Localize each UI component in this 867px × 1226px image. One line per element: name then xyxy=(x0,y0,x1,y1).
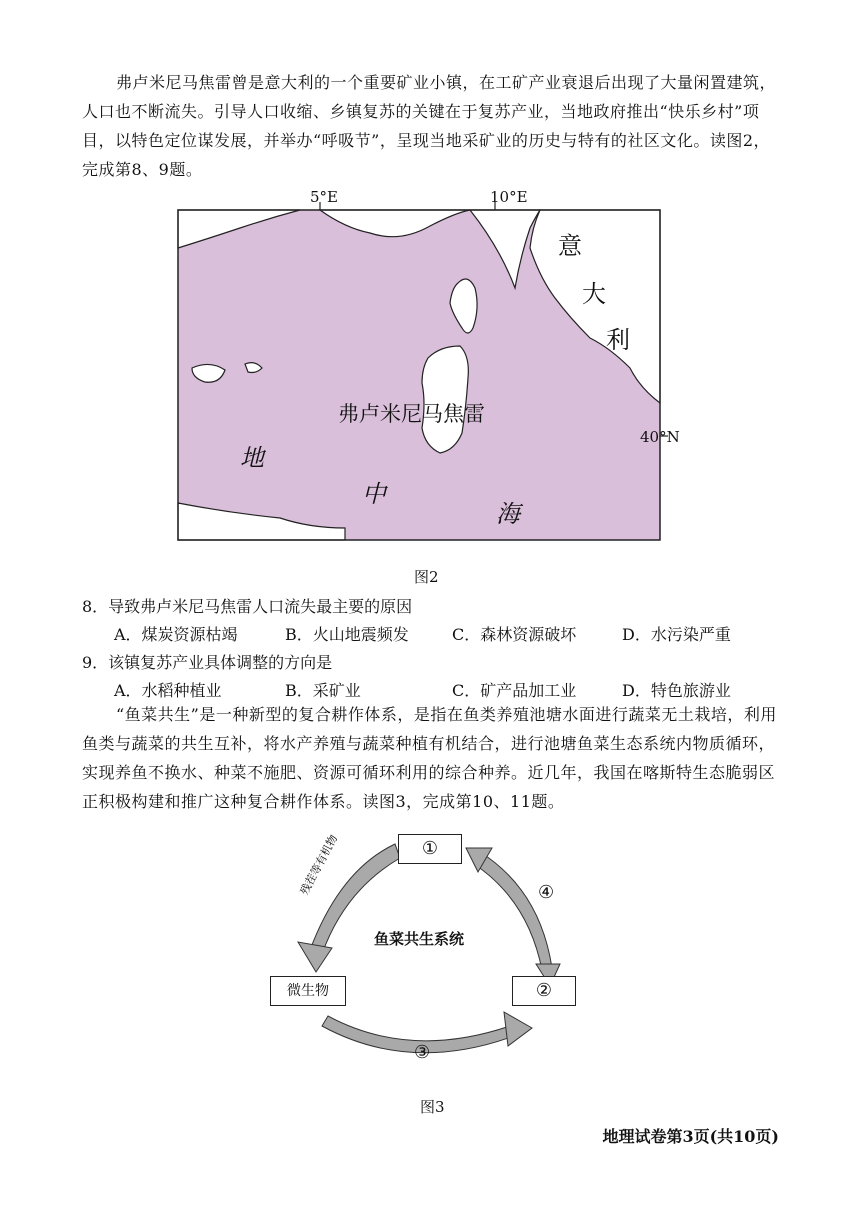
sea-label-3: 海 xyxy=(496,500,520,528)
q9-option-b: B．采矿业 xyxy=(285,681,361,700)
town-label: 弗卢米尼马焦雷 xyxy=(338,402,485,426)
q8-option-b: B．火山地震频发 xyxy=(285,625,409,644)
intro-paragraph-2: “鱼菜共生”是一种新型的复合耕作体系，是指在鱼类养殖池塘水面进行蔬菜无土栽培，利用鱼类与蔬菜的共生互补，将水产养殖与蔬菜种植有机结合，进行池塘鱼菜生态系统内物质循环，实现养鱼不换水、种菜不施肥、资源可循环利用的综合种养。近几年，我国在喀斯特生态脆弱区正积极构建和推广这种复合耕作体系。读图3，完成第10、11题。 xyxy=(82,705,777,811)
arrow-right-body xyxy=(474,852,555,970)
box-2-label: ② xyxy=(535,980,553,1001)
arrow-4-label: ④ xyxy=(538,882,555,903)
question-8-stem: 8．导致弗卢米尼马焦雷人口流失最主要的原因 xyxy=(82,597,413,616)
box-1-label: ① xyxy=(421,838,439,859)
lat-40n-label: 40°N xyxy=(640,428,680,446)
lon-5e-label: 5°E xyxy=(310,188,338,206)
italy-label-2: 大 xyxy=(582,280,606,308)
italy-label-3: 利 xyxy=(606,326,630,354)
microbe-label: 微生物 xyxy=(287,983,329,999)
map-svg xyxy=(170,188,670,548)
arrow-left-head xyxy=(298,942,332,972)
sea-label-1: 地 xyxy=(240,444,264,472)
map-figure xyxy=(170,188,680,548)
cycle-diagram xyxy=(260,830,600,1090)
box-1 xyxy=(398,834,462,864)
center-label: 鱼菜共生系统 xyxy=(374,930,465,948)
microbe-box xyxy=(270,976,346,1006)
box-2 xyxy=(512,976,576,1006)
q9-option-c: C．矿产品加工业 xyxy=(452,681,577,700)
intro-paragraph-1: 弗卢米尼马焦雷曾是意大利的一个重要矿业小镇，在工矿产业衰退后出现了大量闲置建筑，人口也不断流失。引导人口收缩、乡镇复苏的关键在于复苏产业，当地政府推出“快乐乡村”项目，以特色定位谋发展，并举办“呼吸节”，呈现当地采矿业的历史与特有的社区文化。读图2，完成第8、9题。 xyxy=(82,73,777,179)
arrow-3-label: ③ xyxy=(414,1042,431,1063)
figure-3-caption: 图3 xyxy=(420,1098,445,1116)
q8-option-c: C．森林资源破坏 xyxy=(452,625,577,644)
page-footer: 地理试卷第3页(共10页) xyxy=(602,1127,779,1146)
q8-option-a: A．煤炭资源枯竭 xyxy=(114,625,238,644)
q9-option-d: D．特色旅游业 xyxy=(622,681,731,700)
q8-option-d: D．水污染严重 xyxy=(622,625,731,644)
figure-2-caption: 图2 xyxy=(414,568,439,586)
q9-option-a: A．水稻种植业 xyxy=(114,681,222,700)
question-9-stem: 9．该镇复苏产业具体调整的方向是 xyxy=(82,653,333,672)
arrow-bottom-head xyxy=(504,1012,532,1046)
arrow-organic-label: 残茬等有机物 xyxy=(297,832,341,898)
sea-label-2: 中 xyxy=(362,480,386,508)
italy-label-1: 意 xyxy=(558,232,582,260)
lon-10e-label: 10°E xyxy=(490,188,528,206)
